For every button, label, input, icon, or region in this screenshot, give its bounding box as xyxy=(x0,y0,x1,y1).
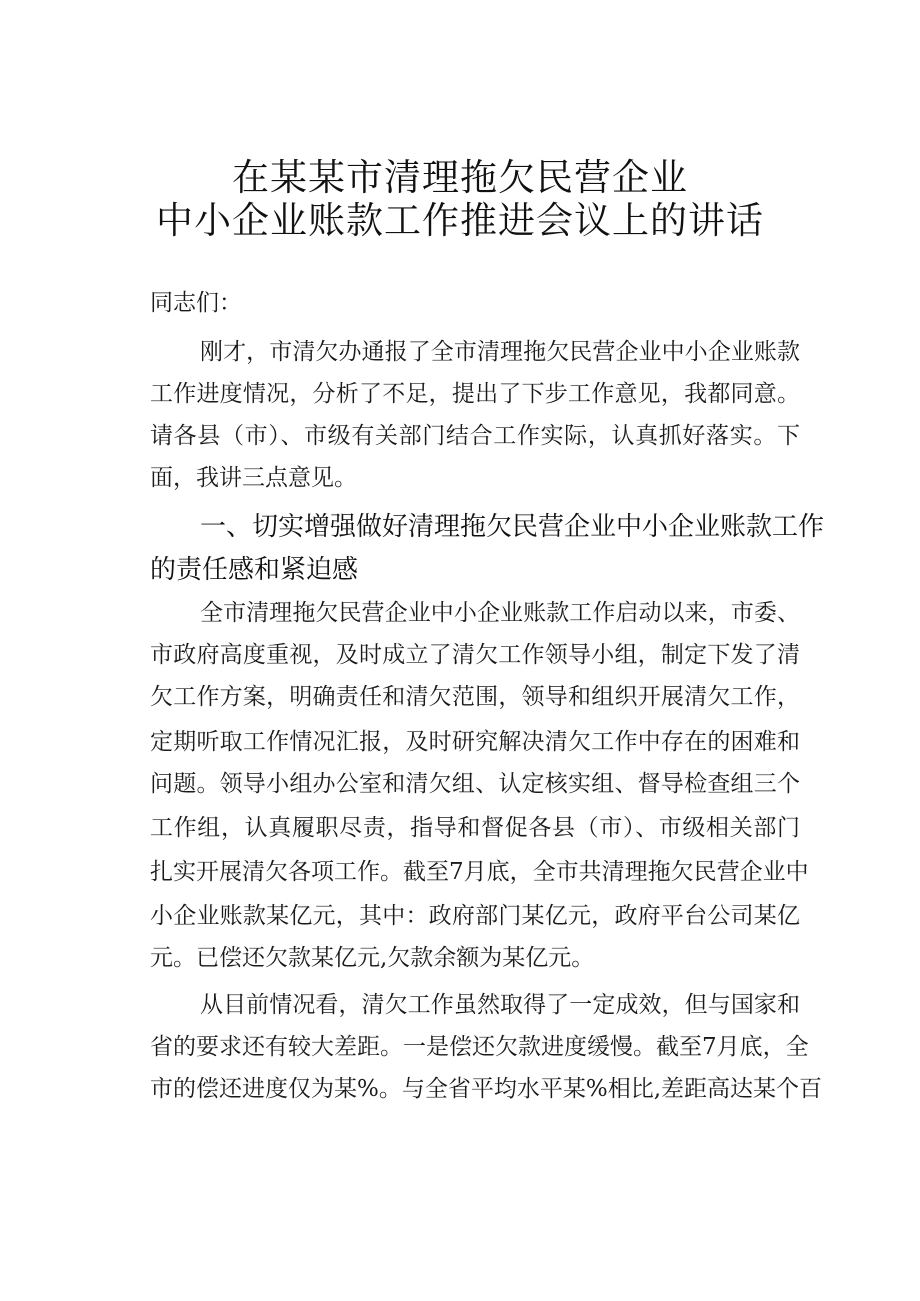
body-line: 扎实开展清欠各项工作。截至7月底，全市共清理拖欠民营企业中 xyxy=(150,859,809,885)
body-line: 省的要求还有较大差距。一是偿还欠款进度缓慢。截至7月底，全 xyxy=(150,1034,809,1060)
body-line: 定期听取工作情况汇报，及时研究解决清欠工作中存在的困难和 xyxy=(150,729,800,755)
body-line: 元。已偿还欠款某亿元,欠款余额为某亿元。 xyxy=(150,945,595,971)
body-line: 小企业账款某亿元，其中：政府部门某亿元，政府平台公司某亿 xyxy=(150,903,800,929)
intro-line: 工作进度情况，分析了不足，提出了下步工作意见，我都同意。 xyxy=(150,381,800,407)
intro-line: 刚才，市清欠办通报了全市清理拖欠民营企业中小企业账款 xyxy=(200,339,800,365)
document-title-line-1: 在某某市清理拖欠民营企业 xyxy=(232,156,688,199)
body-line: 从目前情况看，清欠工作虽然取得了一定成效，但与国家和 xyxy=(200,992,800,1018)
section-heading-1-line-1: 一、切实增强做好清理拖欠民营企业中小企业账款工作 xyxy=(200,512,825,542)
body-line: 全市清理拖欠民营企业中小企业账款工作启动以来，市委、 xyxy=(200,600,800,626)
intro-line: 请各县（市）、市级有关部门结合工作实际，认真抓好落实。下 xyxy=(150,423,800,449)
body-line: 市的偿还进度仅为某%。与全省平均水平某%相比,差距高达某个百 xyxy=(150,1076,823,1102)
body-line: 问题。领导小组办公室和清欠组、认定核实组、督导检查组三个 xyxy=(150,771,800,797)
body-line: 欠工作方案，明确责任和清欠范围，领导和组织开展清欠工作， xyxy=(150,684,800,710)
body-line: 市政府高度重视，及时成立了清欠工作领导小组，制定下发了清 xyxy=(150,642,800,668)
intro-line: 面，我讲三点意见。 xyxy=(150,465,357,491)
salutation: 同志们： xyxy=(150,290,242,316)
body-line: 工作组，认真履职尽责，指导和督促各县（市）、市级相关部门 xyxy=(150,815,800,841)
section-heading-1-line-2: 的责任感和紧迫感 xyxy=(150,555,359,585)
document-title-line-2: 中小企业账款工作推进会议上的讲话 xyxy=(156,199,764,242)
